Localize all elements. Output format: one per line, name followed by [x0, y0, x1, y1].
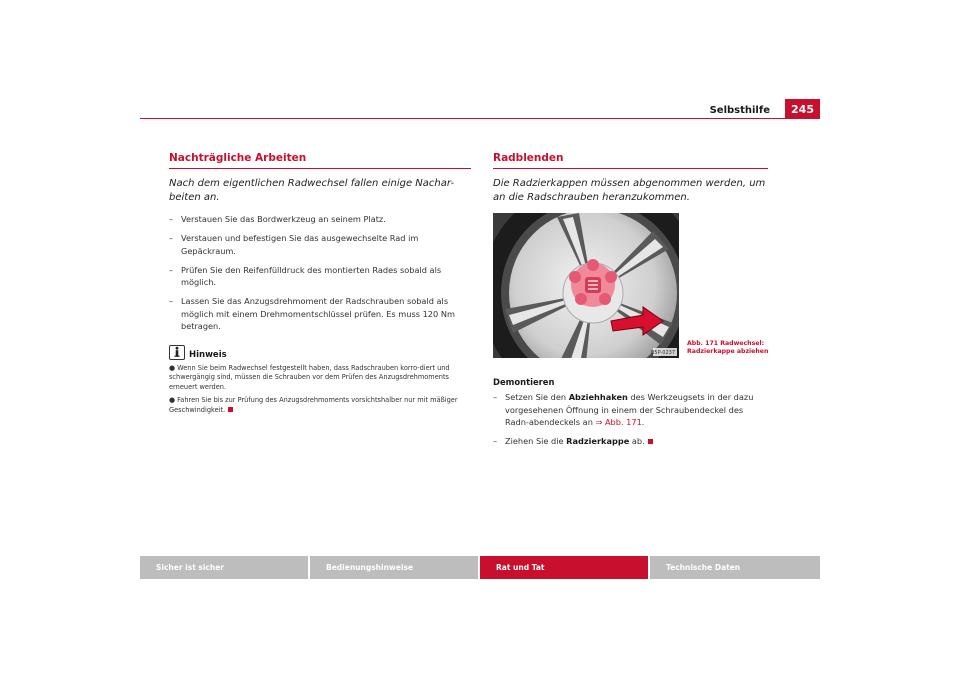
end-mark-icon [228, 407, 233, 412]
step-text: Verstauen Sie das Bordwerkzeug an seinem Platz. [181, 214, 386, 224]
step-item [169, 295, 471, 333]
step-text: Lassen Sie das Anzugsdrehmoment der Radschrauben sobald als möglich mit einem Drehmomentschlüssel prüfen. Es muss 120 Nm betragen. [181, 296, 455, 331]
dash-marker: – [493, 392, 498, 402]
footer-tab-advice[interactable]: Rat und Tat [480, 556, 648, 579]
step-text-post: ab. [629, 436, 645, 446]
step-item [169, 264, 471, 289]
bullet-icon: ● [169, 395, 176, 404]
dash-marker: – [169, 214, 174, 224]
step-text-bold: Abziehhaken [568, 392, 628, 402]
note-block [169, 345, 471, 416]
bullet-icon: ● [169, 363, 176, 372]
note-header [169, 345, 471, 360]
figure-caption [687, 340, 777, 356]
wheel-illustration [493, 213, 679, 358]
figure-hubcap-removal [493, 213, 679, 358]
page-number: 245 [785, 99, 820, 119]
section-lead: Nach dem eigentlichen Radwechsel fallen einige Nachar-beiten an. [169, 178, 455, 203]
figure-code: B5P-0237 [650, 350, 675, 356]
section-heading-hubcaps: Radblenden [493, 152, 768, 169]
note-item [169, 396, 471, 416]
step-text: Verstauen und befestigen Sie das ausgewechselte Rad im Gepäckraum. [181, 233, 419, 256]
footer-tab-operation[interactable]: Bedienungshinweise [310, 556, 478, 579]
left-column [169, 152, 471, 418]
step-text-post: des Werkzeugsets in der dazu vorgesehenen Öffnung in einem der Schraubendeckel des Radn-abendeckels an [505, 392, 754, 427]
step-text: Prüfen Sie den Reifenfülldruck des montierten Rades sobald als möglich. [181, 264, 442, 287]
step-text-end: . [641, 417, 645, 427]
step-item [169, 213, 471, 226]
footer-tab-safety[interactable]: Sicher ist sicher [140, 556, 308, 579]
step-item [493, 435, 768, 448]
figure-caption-line: Abb. 171 Radwechsel: [687, 340, 765, 347]
note-text: Wenn Sie beim Radwechsel festgestellt haben, dass Radschrauben korro-diert und schwergängig sind, müssen die Schrauben vor dem Prüfen des Anzugsdrehmoments erneuert werden. [169, 363, 450, 392]
step-text-pre: Setzen Sie den [505, 392, 569, 402]
figure-reference-link[interactable]: ⇒ Abb. 171 [595, 417, 642, 427]
note-text: Fahren Sie bis zur Prüfung des Anzugsdrehmoments vorsichtshalber nur mit mäßiger Geschwindigkeit. [169, 395, 458, 414]
dash-marker: – [169, 233, 174, 243]
figure-caption-line: Radzierkappe abziehen [687, 348, 769, 356]
note-title: Hinweis [189, 349, 227, 360]
step-text-pre: Ziehen Sie die [505, 436, 567, 446]
subheading-remove: Demontieren [493, 377, 555, 387]
running-header-title: Selbsthilfe [709, 105, 770, 116]
step-item [169, 232, 471, 257]
dash-marker: – [493, 436, 498, 446]
dash-marker: – [169, 296, 174, 306]
right-column [493, 152, 768, 213]
info-note-icon [169, 345, 185, 360]
removal-instructions [493, 377, 768, 454]
note-item [169, 364, 471, 393]
section-lead: Die Radzierkappen müssen abgenommen werden, um an die Radschrauben heranzukommen. [493, 178, 766, 203]
section-heading-follow-up: Nachträgliche Arbeiten [169, 152, 471, 169]
footer-tab-technical-data[interactable]: Technische Daten [650, 556, 820, 579]
dash-marker: – [169, 264, 174, 275]
step-item [493, 391, 768, 429]
header-rule [140, 118, 820, 119]
step-text-bold: Radzierkappe [566, 436, 630, 446]
end-mark-icon [648, 439, 653, 444]
